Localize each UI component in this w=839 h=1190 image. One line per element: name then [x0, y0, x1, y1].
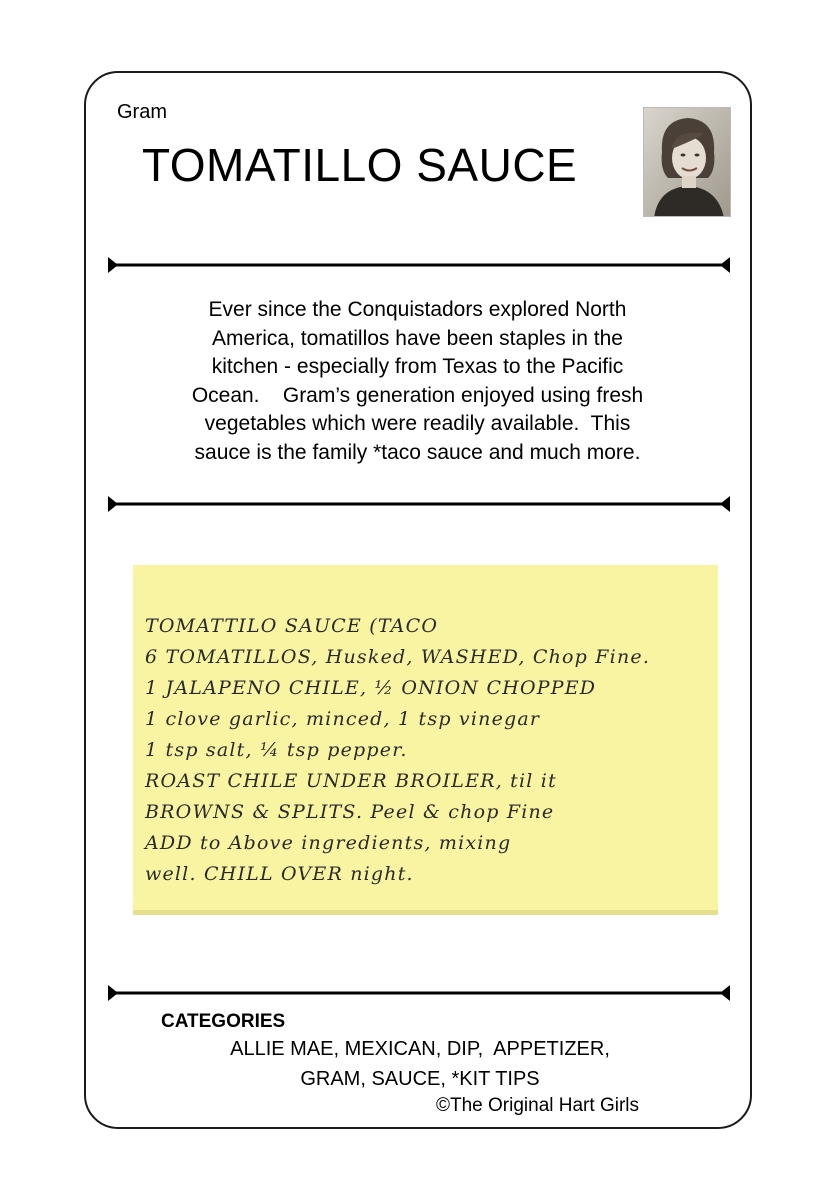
- handwritten-line: ROAST CHILE UNDER BROILER, til it: [145, 770, 557, 792]
- intro-line: Ocean. Gram’s generation enjoyed using fresh: [191, 383, 644, 407]
- divider-bottom: [108, 983, 730, 1003]
- intro-line: sauce is the family *taco sauce and much more.: [194, 440, 641, 464]
- handwritten-line: well. CHILL OVER night.: [145, 863, 414, 885]
- handwritten-line: TOMATTILO SAUCE (TACO: [145, 615, 439, 637]
- divider-middle: [108, 494, 730, 514]
- handwritten-line: 1 JALAPENO CHILE, ½ ONION CHOPPED: [145, 677, 597, 699]
- copyright-text: ©The Original Hart Girls: [436, 1095, 639, 1116]
- intro-line: vegetables which were readily available. This: [204, 412, 631, 435]
- categories-line: GRAM, SAUCE, *KIT TIPS: [300, 1068, 540, 1090]
- page-title: TOMATILLO SAUCE: [142, 139, 578, 191]
- handwritten-line: BROWNS & SPLITS. Peel & chop Fine: [145, 801, 555, 823]
- categories-list: [160, 1034, 680, 1094]
- portrait-photo-icon: [644, 108, 731, 217]
- handwritten-recipe-card: [133, 565, 718, 915]
- handwritten-line: 1 tsp salt, ¼ tsp pepper.: [145, 739, 408, 761]
- handwritten-line: ADD to Above ingredients, mixing: [145, 832, 512, 854]
- intro-line: Ever since the Conquistadors explored North: [208, 298, 627, 321]
- author-label: Gram: [117, 101, 167, 123]
- intro-line: kitchen - especially from Texas to the Pacific: [211, 355, 624, 378]
- handwritten-lines: [145, 611, 650, 890]
- intro-line: America, tomatillos have been staples in the: [212, 326, 623, 350]
- handwritten-line: 1 clove garlic, minced, 1 tsp vinegar: [145, 708, 541, 730]
- intro-text: [150, 296, 685, 467]
- categories-line: ALLIE MAE, MEXICAN, DIP, APPETIZER,: [230, 1038, 610, 1060]
- portrait-photo: [643, 107, 731, 217]
- divider-top: [108, 255, 730, 275]
- handwritten-line: 6 TOMATILLOS, Husked, WASHED, Chop Fine.: [145, 646, 651, 668]
- categories-heading: CATEGORIES: [161, 1011, 286, 1032]
